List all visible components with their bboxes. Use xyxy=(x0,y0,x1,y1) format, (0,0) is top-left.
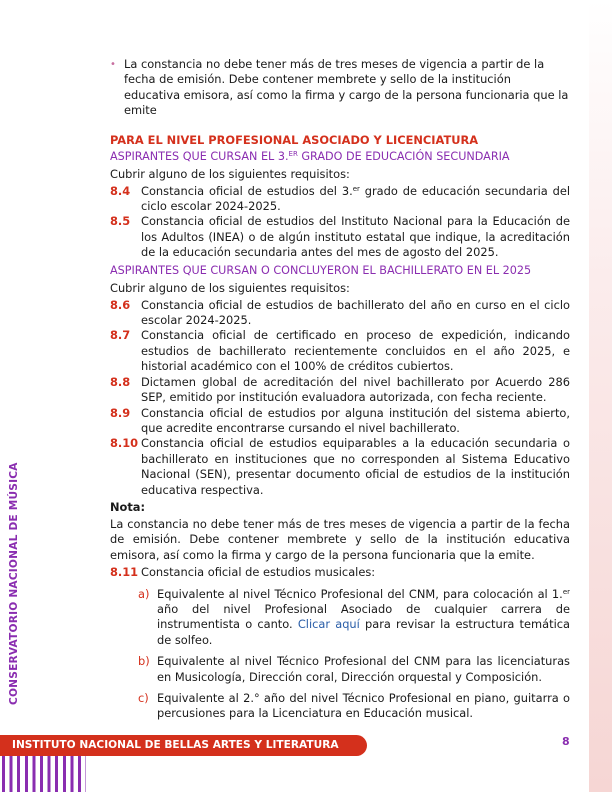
subitem-text-mid: año del nivel Profesional Asociado de cualquier carrera de instrumentista o canto. xyxy=(157,601,570,632)
subitem-letter: a) xyxy=(138,586,150,601)
note-body: La constancia no debe tener más de tres meses de vigencia a partir de la fecha de emisión. Debe contener membrete y sello de la institución educativa emisora, así como la firma y cargo de la persona funcionaria que la emite. xyxy=(110,516,570,562)
subitem xyxy=(138,587,570,649)
page-content xyxy=(110,57,570,722)
requirement-number: 8.4 xyxy=(110,183,131,198)
intro-bullet-text: La constancia no debe tener más de tres meses de vigencia a partir de la fecha de emisión. Debe contener membrete y sello de la institución educativa emisora, así como la firma y cargo de la persona funcionaria que la emite xyxy=(124,57,569,118)
subitem-text-post: para revisar la estructura temática de solfeo. xyxy=(157,617,570,647)
group1-title xyxy=(110,148,570,165)
group2-title: ASPIRANTES QUE CURSAN O CONCLUYERON EL BACHILLERATO EN EL 2025 xyxy=(110,263,532,277)
requirement-number: 8.9 xyxy=(110,405,131,420)
requirement-number: 8.7 xyxy=(110,328,131,343)
bullet-icon: • xyxy=(110,59,116,70)
solfeo-link[interactable]: Clicar aquí xyxy=(297,617,360,632)
requirement-item xyxy=(110,298,570,329)
requirement-number: 8.6 xyxy=(110,297,131,312)
requirement-number: 8.11 xyxy=(110,565,139,580)
subitem xyxy=(138,691,570,722)
group1-title-pre: ASPIRANTES QUE CURSAN EL 3. xyxy=(110,149,289,163)
group1-title-sup: ER xyxy=(288,149,298,158)
requirement-item xyxy=(110,436,570,498)
req-text-sup: er xyxy=(352,184,360,193)
requirement-item xyxy=(110,406,570,437)
requirement-text: Constancia oficial de estudios por alguna institución del sistema abierto, que acredite encontrarse cursando el nivel bachillerato. xyxy=(141,405,570,435)
right-decorative-strip xyxy=(589,0,612,792)
subitem-text: Equivalente al nivel Técnico Profesional del CNM para las licenciaturas en Musicología, Dirección coral, Dirección orquestal y Composición. xyxy=(157,654,570,684)
group1-instruction: Cubrir alguno de los siguientes requisitos: xyxy=(110,166,350,181)
side-label: CONSERVATORIO NACIONAL DE MÚSICA xyxy=(8,462,20,705)
requirement-text: Constancia oficial de certificado en proceso de expedición, indicando estudios de bachillerato recientemente concluidos en el año 2025, e historial académico con el 100% de créditos cubiertos. xyxy=(141,328,570,374)
requirement-item xyxy=(110,375,570,406)
req-text-pre: Constancia oficial de estudios del 3. xyxy=(141,183,353,198)
intro-bullet xyxy=(110,57,570,119)
requirement-number: 8.8 xyxy=(110,374,131,389)
subitem xyxy=(138,654,570,685)
subitem-text-sup: er xyxy=(562,587,570,596)
subitem-text xyxy=(157,587,570,649)
subitem-text: Equivalente al 2.° año del nivel Técnico Profesional en piano, guitarra o percusiones para la Licenciatura en Educación musical. xyxy=(157,691,570,721)
requirement-item xyxy=(110,565,570,580)
requirement-text: Constancia oficial de estudios musicales: xyxy=(141,565,376,580)
footer-banner: INSTITUTO NACIONAL DE BELLAS ARTES Y LITERATURA xyxy=(0,735,367,756)
subitem-letter: c) xyxy=(138,691,149,705)
page-number: 8 xyxy=(562,735,570,748)
decorative-stripes xyxy=(2,756,86,792)
requirement-item xyxy=(110,328,570,374)
requirement-text: Constancia oficial de estudios equiparables a la educación secundaria o bachillerato en instituciones que no corresponden al Sistema Educativo Nacional (SEN), presentar documento oficial de estudios de la institución educativa respectiva. xyxy=(141,436,570,497)
requirement-text: Constancia oficial de estudios de bachillerato del año en curso en el ciclo escolar 2024-2025. xyxy=(141,297,570,328)
requirement-item xyxy=(110,214,570,260)
note-title: Nota: xyxy=(110,499,146,514)
subitem-letter: b) xyxy=(138,654,150,669)
requirement-number: 8.5 xyxy=(110,214,131,229)
section-title: PARA EL NIVEL PROFESIONAL ASOCIADO Y LICENCIATURA xyxy=(110,132,479,147)
req-text-post: grado de educación secundaria del ciclo escolar 2024-2025. xyxy=(141,183,570,214)
requirement-text xyxy=(141,184,570,215)
requirement-text: Dictamen global de acreditación del nivel bachillerato por Acuerdo 286 SEP, emitido por institución evaluadora autorizada, con fecha reciente. xyxy=(141,374,570,405)
subitem-text-pre: Equivalente al nivel Técnico Profesional del CNM, para colocación al 1. xyxy=(157,586,563,601)
group2-instruction: Cubrir alguno de los siguientes requisitos: xyxy=(110,280,350,295)
requirement-item xyxy=(110,184,570,215)
group1-title-post: GRADO DE EDUCACIÓN SECUNDARIA xyxy=(297,149,510,163)
requirement-text: Constancia oficial de estudios del Instituto Nacional para la Educación de los Adultos (INEA) o de algún instituto estatal que indique, la acreditación de la educación secundaria antes del mes de agosto del 2025. xyxy=(141,214,570,260)
requirement-number: 8.10 xyxy=(110,436,139,451)
